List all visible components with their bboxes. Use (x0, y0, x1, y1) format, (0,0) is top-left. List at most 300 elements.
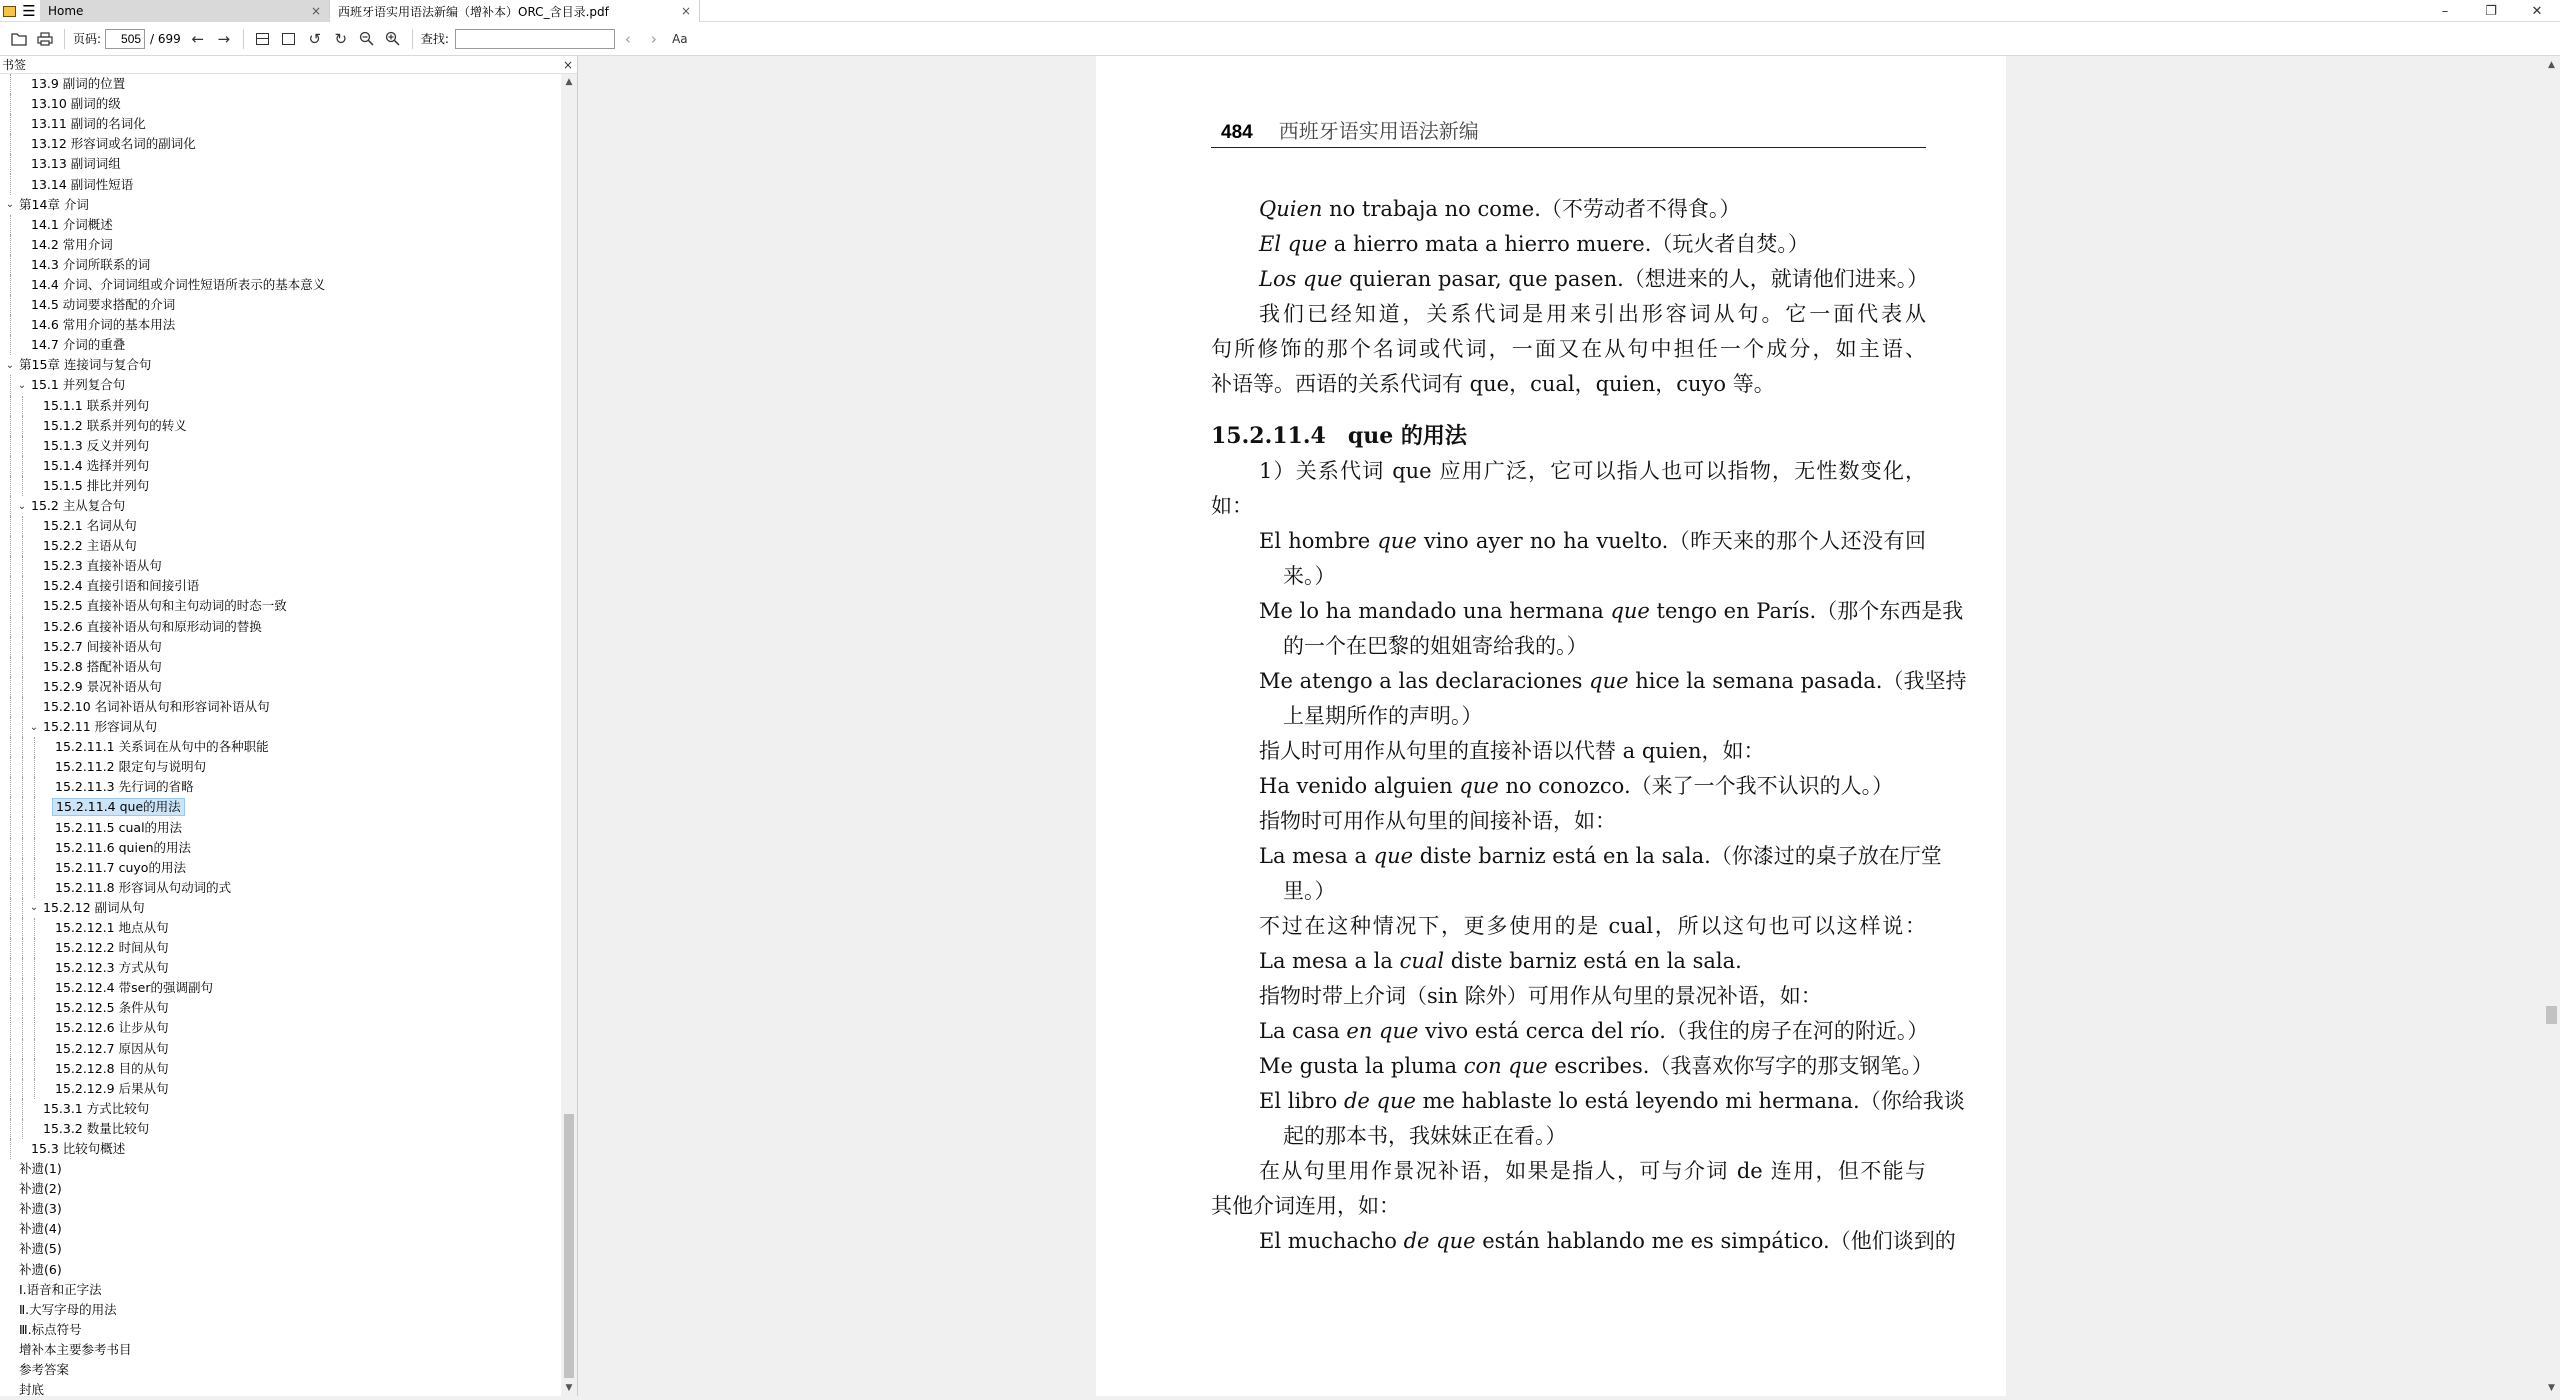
bookmark-item[interactable] (0, 958, 560, 978)
bookmark-label: 15.2.12.9 后果从句 (55, 1080, 169, 1096)
expand-chevron-icon[interactable]: ⌄ (17, 379, 27, 391)
tree-guide-line (34, 1079, 35, 1099)
bookmark-item[interactable] (0, 396, 560, 416)
bookmark-label: 增补本主要参考书目 (19, 1341, 132, 1357)
bookmark-item[interactable] (0, 255, 560, 275)
tree-guide-line (10, 335, 11, 355)
tab-document-label: 西班牙语实用语法新编（增补本）ORC_含目录.pdf (338, 4, 609, 19)
toolbar (0, 22, 2560, 56)
document-view (579, 56, 2560, 1396)
bookmark-label: 15.2.9 景况补语从句 (43, 678, 162, 694)
bookmark-label: 15.3 比较句概述 (31, 1141, 126, 1157)
bookmark-item[interactable] (0, 1018, 560, 1038)
bookmark-label: 补遗(1) (19, 1161, 62, 1177)
bookmark-label: 补遗(4) (19, 1221, 62, 1237)
tree-guide-line (22, 476, 23, 496)
tree-guide-line (10, 817, 11, 837)
tree-guide-line (22, 878, 23, 898)
bookmark-item[interactable] (0, 998, 560, 1018)
bookmark-item[interactable] (0, 938, 560, 958)
tree-guide-line (10, 918, 11, 938)
bookmark-label: 13.12 形容词或名词的副词化 (31, 136, 196, 152)
page-number-input[interactable] (105, 29, 145, 49)
section-heading: 15.2.11.4 que 的用法 (1211, 423, 1467, 449)
tree-guide-line (10, 958, 11, 978)
tree-guide-line (10, 757, 11, 777)
tree-guide-line (10, 697, 11, 717)
tree-guide-line (22, 1079, 23, 1099)
find-previous-icon[interactable]: ‹ (624, 29, 631, 48)
bookmark-label: 15.2.11.5 cual的用法 (55, 819, 183, 835)
page-header (1211, 120, 1926, 148)
tree-guide-line (22, 1018, 23, 1038)
bookmark-label: 15.2.12.1 地点从句 (55, 919, 169, 935)
text-line: Me lo ha mandado una hermana que tengo en París.（那个东西是我 (1259, 599, 1964, 623)
text-line: 指人时可用作从句里的直接补语以代替 a quien，如： (1259, 739, 1765, 763)
bookmark-item[interactable] (0, 516, 560, 536)
tree-guide-line (10, 1018, 11, 1038)
bookmark-item[interactable] (0, 797, 560, 817)
tree-guide-line (34, 1018, 35, 1038)
bookmark-item[interactable] (0, 1239, 560, 1259)
tree-guide-line (34, 838, 35, 858)
scroll-down-arrow-icon[interactable]: ▼ (2548, 1382, 2555, 1393)
bookmarks-sidebar (0, 56, 578, 1396)
bookmark-item[interactable] (0, 677, 560, 697)
tree-guide-line (10, 235, 11, 255)
bookmark-item[interactable] (0, 817, 560, 837)
tree-guide-line (10, 838, 11, 858)
minimize-button[interactable]: – (2441, 3, 2449, 19)
tree-guide-line (10, 596, 11, 616)
bookmark-label: 15.2.11.1 关系词在从句中的各种职能 (55, 739, 269, 755)
expand-chevron-icon[interactable]: ⌄ (5, 359, 15, 371)
tree-guide-line (34, 757, 35, 777)
bookmark-item[interactable] (0, 295, 560, 315)
bookmark-label: Ⅲ.标点符号 (19, 1321, 82, 1337)
bookmark-item[interactable] (0, 154, 560, 174)
text-line: Quien no trabaja no come.（不劳动者不得食。） (1259, 197, 1741, 221)
text-line: 上星期所作的声明。） (1283, 704, 1483, 728)
bookmark-label: 15.2 主从复合句 (31, 498, 126, 514)
rotate-right-icon[interactable]: ↻ (334, 29, 348, 48)
tree-guide-line (10, 1059, 11, 1079)
tree-guide-line (22, 617, 23, 637)
text-line: 里。） (1283, 879, 1336, 903)
text-line: Me gusta la pluma con que escribes.（我喜欢你写字的那支钢笔。） (1259, 1054, 1933, 1078)
tree-guide-line (22, 797, 23, 817)
bookmark-label: 15.2.3 直接补语从句 (43, 558, 162, 574)
bookmark-item[interactable] (0, 617, 560, 637)
bookmark-label: 15.1.5 排比并列句 (43, 477, 150, 493)
tree-guide-line (10, 416, 11, 436)
tree-guide-line (22, 556, 23, 576)
bookmark-item[interactable] (0, 355, 560, 375)
tree-guide-line (10, 576, 11, 596)
tree-guide-line (10, 1099, 11, 1119)
text-line: 如： (1211, 494, 1253, 518)
tree-guide-line (10, 717, 11, 737)
tree-guide-line (10, 275, 11, 295)
tree-guide-line (22, 436, 23, 456)
bookmark-item[interactable] (0, 1139, 560, 1159)
tree-guide-line (10, 255, 11, 275)
bookmark-label: 补遗(5) (19, 1241, 62, 1257)
text-line: Los que quieran pasar, que pasen.（想进来的人，就请他们进来。） (1259, 267, 1929, 291)
tab-home-label: Home (48, 4, 84, 18)
tab-home-close-icon[interactable]: × (310, 4, 322, 18)
bookmark-label: 14.6 常用介词的基本用法 (31, 317, 176, 333)
bookmark-item[interactable] (0, 275, 560, 295)
tree-guide-line (22, 1039, 23, 1059)
bookmark-label: 14.7 介词的重叠 (31, 337, 126, 353)
bookmark-item[interactable] (0, 94, 560, 114)
bookmark-label: 14.5 动词要求搭配的介词 (31, 297, 176, 313)
bookmark-label: 15.2.11.3 先行词的省略 (55, 779, 194, 795)
tree-guide-line (34, 918, 35, 938)
tree-guide-line (22, 637, 23, 657)
text-line: La mesa a la cual diste barniz está en la sala. (1259, 949, 1742, 973)
bookmark-label: 补遗(6) (19, 1261, 62, 1277)
bookmark-item[interactable] (0, 858, 560, 878)
document-scrollbar[interactable] (2543, 56, 2560, 1396)
tree-guide-line (22, 918, 23, 938)
bookmark-label: 13.9 副词的位置 (31, 76, 126, 92)
bookmark-item[interactable] (0, 717, 560, 737)
bookmark-label: 15.2.11.7 cuyo的用法 (55, 859, 186, 875)
text-line: 在从句里用作景况补语，如果是指人，可与介词 de 连用，但不能与 (1259, 1159, 1926, 1183)
tree-guide-line (22, 998, 23, 1018)
bookmark-item[interactable] (0, 496, 560, 516)
previous-page-arrow-icon[interactable]: ← (191, 29, 205, 48)
text-line: El hombre que vino ayer no ha vuelto.（昨天来的那个人还没有回 (1259, 529, 1927, 553)
bookmark-item[interactable] (0, 1280, 560, 1300)
bookmark-label: 15.3.2 数量比较句 (43, 1120, 150, 1136)
expand-chevron-icon[interactable]: ⌄ (5, 199, 15, 211)
sidebar-scrollbar[interactable] (561, 74, 577, 1396)
text-line: 指物时可用作从句里的间接补语，如： (1259, 809, 1616, 833)
expand-chevron-icon[interactable]: ⌄ (17, 500, 27, 512)
bookmark-label: 15.2.12 副词从句 (43, 899, 145, 915)
tree-guide-line (10, 858, 11, 878)
bookmark-item[interactable] (0, 697, 560, 717)
scrollbar-thumb[interactable] (564, 1114, 574, 1378)
bookmark-item[interactable] (0, 596, 560, 616)
find-label: 查找: (420, 32, 449, 46)
bookmark-item[interactable] (0, 456, 560, 476)
bookmark-item[interactable] (0, 918, 560, 938)
tab-home[interactable] (40, 0, 330, 22)
fit-page-icon[interactable] (276, 26, 302, 52)
bookmark-label: 13.10 副词的级 (31, 96, 121, 112)
bookmark-item[interactable] (0, 235, 560, 255)
text-line: 来。） (1283, 564, 1336, 588)
text-line: La mesa a que diste barniz está en la sala.（你漆过的桌子放在厅堂 (1259, 844, 1942, 868)
bookmark-label: 第14章 介词 (19, 196, 89, 212)
tree-guide-line (10, 114, 11, 134)
bookmark-label: 15.2.11.8 形容词从句动词的式 (55, 879, 232, 895)
bookmark-item[interactable] (0, 436, 560, 456)
tree-guide-line (10, 677, 11, 697)
fit-width-icon[interactable] (250, 26, 276, 52)
bookmark-item[interactable] (0, 215, 560, 235)
text-line: 其他介词连用，如： (1211, 1194, 1400, 1218)
tab-document-close-icon[interactable]: × (680, 4, 692, 18)
close-window-button[interactable]: ✕ (2531, 3, 2543, 19)
tree-guide-line (10, 1139, 11, 1159)
pdf-page (1096, 56, 2006, 1396)
app-icon[interactable] (0, 0, 18, 22)
tree-guide-line (22, 777, 23, 797)
bookmark-item[interactable] (0, 657, 560, 677)
bookmark-label: 15.2.12.3 方式从句 (55, 960, 169, 976)
text-line: El muchacho de que están hablando me es simpático.（他们谈到的 (1259, 1229, 1956, 1253)
tree-guide-line (34, 978, 35, 998)
tree-guide-line (10, 174, 11, 194)
find-input[interactable] (455, 29, 615, 49)
bookmark-item[interactable] (0, 978, 560, 998)
bookmark-item[interactable] (0, 1099, 560, 1119)
bookmark-label: 15.2.8 搭配补语从句 (43, 658, 162, 674)
tree-guide-line (22, 757, 23, 777)
tree-guide-line (22, 697, 23, 717)
bookmark-item[interactable] (0, 898, 560, 918)
bookmark-label: 15.2.6 直接补语从句和原形动词的替换 (43, 618, 262, 634)
bookmark-label: 15.2.4 直接引语和间接引语 (43, 578, 200, 594)
bookmark-item[interactable] (0, 536, 560, 556)
tree-guide-line (22, 677, 23, 697)
tree-guide-line (10, 516, 11, 536)
scroll-up-arrow-icon[interactable]: ▲ (2548, 59, 2555, 70)
bookmark-item[interactable] (0, 1340, 560, 1360)
tree-guide-line (10, 536, 11, 556)
expand-chevron-icon[interactable]: ⌄ (29, 902, 39, 914)
bookmark-item[interactable] (0, 838, 560, 858)
tree-guide-line (22, 958, 23, 978)
tree-guide-line (22, 596, 23, 616)
bookmark-item[interactable] (0, 777, 560, 797)
bookmark-label: 13.14 副词性短语 (31, 176, 134, 192)
bookmark-item[interactable] (0, 134, 560, 154)
bookmark-item[interactable] (0, 114, 560, 134)
tree-guide-line (34, 817, 35, 837)
bookmark-item[interactable] (0, 1380, 560, 1400)
bookmark-label: 15.2.1 名词从句 (43, 518, 137, 534)
text-line: 不过在这种情况下，更多使用的是 cual，所以这句也可以这样说： (1259, 914, 1926, 938)
bookmark-item[interactable] (0, 1199, 560, 1219)
toolbar-divider (412, 29, 413, 49)
next-page-arrow-icon[interactable]: → (217, 29, 231, 48)
tree-guide-line (10, 315, 11, 335)
zoom-in-icon[interactable] (380, 26, 406, 52)
bookmark-label: 15.1.4 选择并列句 (43, 457, 150, 473)
bookmark-item[interactable] (0, 74, 560, 94)
bookmark-item[interactable] (0, 737, 560, 757)
bookmark-item[interactable] (0, 195, 560, 215)
tree-guide-line (22, 456, 23, 476)
text-line: 指物时带上介词（sin 除外）可用作从句里的景况补语，如： (1259, 984, 1822, 1008)
tree-guide-line (22, 817, 23, 837)
bookmark-label: 14.4 介词、介词词组或介词性短语所表示的基本意义 (31, 276, 326, 292)
bookmark-label: 15.2.11.2 限定句与说明句 (55, 759, 207, 775)
bookmark-tree (0, 74, 560, 1396)
page-total: / 699 (150, 31, 181, 46)
tree-guide-line (22, 416, 23, 436)
page-number: 484 (1221, 122, 1253, 143)
expand-chevron-icon[interactable]: ⌄ (29, 721, 39, 733)
find-next-icon[interactable]: › (650, 29, 657, 48)
tree-guide-line (22, 717, 23, 737)
bookmark-item[interactable] (0, 1260, 560, 1280)
page-content (1211, 192, 1967, 1259)
bookmark-item[interactable] (0, 556, 560, 576)
rotate-left-icon[interactable]: ↺ (308, 29, 322, 48)
text-line: El libro de que me hablaste lo está leyendo mi hermana.（你给我谈 (1259, 1089, 1965, 1113)
tree-guide-line (10, 617, 11, 637)
bookmark-item[interactable] (0, 757, 560, 777)
bookmark-label: 15.2.12.8 目的从句 (55, 1060, 169, 1076)
bookmark-item[interactable] (0, 1179, 560, 1199)
bookmark-item[interactable] (0, 335, 560, 355)
bookmark-label: 15.2.11 形容词从句 (43, 719, 158, 735)
scrollbar-thumb[interactable] (2546, 1006, 2557, 1024)
tree-guide-line (10, 898, 11, 918)
bookmark-label: 15.1 并列复合句 (31, 377, 126, 393)
bookmark-item[interactable] (0, 1079, 560, 1099)
print-icon[interactable] (32, 26, 58, 52)
toolbar-divider (243, 29, 244, 49)
tree-guide-line (22, 898, 23, 918)
text-line: 1）关系代词 que 应用广泛，它可以指人也可以指物，无性数变化， (1259, 459, 1926, 483)
window-controls (2422, 0, 2560, 21)
tree-guide-line (10, 215, 11, 235)
tree-guide-line (22, 516, 23, 536)
bookmark-label: 15.1.2 联系并列句的转义 (43, 417, 187, 433)
tree-guide-line (10, 556, 11, 576)
bookmark-label: 第15章 连接词与复合句 (19, 357, 152, 373)
bookmark-label: 补遗(3) (19, 1201, 62, 1217)
tree-guide-line (10, 94, 11, 114)
tree-guide-line (34, 797, 35, 817)
open-folder-icon[interactable] (6, 26, 32, 52)
bookmark-item[interactable] (0, 637, 560, 657)
bookmark-label: 补遗(2) (19, 1181, 62, 1197)
maximize-button[interactable]: ❐ (2485, 3, 2497, 19)
sidebar-title: 书签 (2, 58, 27, 72)
tree-guide-line (34, 958, 35, 978)
tab-document[interactable] (330, 0, 700, 22)
bookmark-label: 封底 (19, 1382, 45, 1398)
tree-guide-line (10, 737, 11, 757)
bookmark-label: 15.1.1 联系并列句 (43, 397, 150, 413)
tree-guide-line (22, 1059, 23, 1079)
tree-guide-line (10, 396, 11, 416)
title-bar (0, 0, 2560, 22)
bookmark-label: 13.13 副词词组 (31, 156, 121, 172)
text-line: 句所修饰的那个名词或代词，一面又在从句中担任一个成分，如主语、 (1211, 337, 1926, 361)
bookmark-item[interactable] (0, 315, 560, 335)
bookmark-item[interactable] (0, 1039, 560, 1059)
bookmark-item[interactable] (0, 1360, 560, 1380)
tree-guide-line (10, 878, 11, 898)
tree-guide-line (22, 1099, 23, 1119)
bookmark-label: 15.2.12.4 带ser的强调副句 (55, 980, 213, 996)
bookmark-label: 15.3.1 方式比较句 (43, 1100, 150, 1116)
match-case-icon[interactable]: Aa (672, 31, 688, 46)
tree-guide-line (10, 74, 11, 94)
tree-guide-line (22, 938, 23, 958)
bookmark-label: 15.1.3 反义并列句 (43, 437, 150, 453)
tree-guide-line (34, 737, 35, 757)
bookmark-item[interactable] (0, 1300, 560, 1320)
bookmark-item[interactable] (0, 576, 560, 596)
text-line: Me atengo a las declaraciones que hice la semana pasada.（我坚持 (1259, 669, 1967, 693)
tree-guide-line (22, 576, 23, 596)
tree-guide-line (10, 978, 11, 998)
tree-guide-line (10, 375, 11, 395)
bookmark-label: 15.2.11.4 que的用法 (52, 798, 185, 816)
text-line: 起的那本书，我妹妹正在看。） (1283, 1124, 1567, 1148)
tree-guide-line (10, 436, 11, 456)
tree-guide-line (10, 1039, 11, 1059)
bookmark-item[interactable] (0, 1320, 560, 1340)
bookmark-label: 15.2.12.7 原因从句 (55, 1040, 169, 1056)
bookmark-item[interactable] (0, 1219, 560, 1239)
bookmark-label: 13.11 副词的名词化 (31, 116, 146, 132)
tree-guide-line (34, 777, 35, 797)
tree-guide-line (10, 637, 11, 657)
text-line: 我们已经知道，关系代词是用来引出形容词从句。它一面代表从 (1259, 302, 1926, 326)
scroll-up-arrow-icon[interactable]: ▲ (565, 77, 573, 87)
bookmark-item[interactable] (0, 416, 560, 436)
tree-guide-line (34, 1059, 35, 1079)
bookmark-label: 参考答案 (19, 1362, 70, 1378)
bookmark-label: 14.2 常用介词 (31, 236, 113, 252)
tree-guide-line (10, 134, 11, 154)
tree-guide-line (22, 657, 23, 677)
tree-guide-line (10, 154, 11, 174)
scroll-down-arrow-icon[interactable]: ▼ (565, 1383, 573, 1393)
menu-icon[interactable]: ☰ (22, 1, 36, 20)
bookmark-label: 15.2.12.2 时间从句 (55, 940, 169, 956)
tree-guide-line (10, 295, 11, 315)
bookmark-item[interactable] (0, 476, 560, 496)
toolbar-divider (64, 29, 65, 49)
zoom-out-icon[interactable] (354, 26, 380, 52)
bookmark-label: 14.3 介词所联系的词 (31, 256, 151, 272)
bookmark-item[interactable] (0, 174, 560, 194)
text-line: El que a hierro mata a hierro muere.（玩火者自焚。） (1259, 232, 1809, 256)
bookmark-label: 15.2.11.6 quien的用法 (55, 839, 192, 855)
bookmark-item[interactable] (0, 878, 560, 898)
sidebar-close-icon[interactable]: × (562, 57, 574, 72)
bookmark-item[interactable] (0, 1059, 560, 1079)
tree-guide-line (34, 1039, 35, 1059)
tree-guide-line (10, 998, 11, 1018)
bookmark-label: 15.2.10 名词补语从句和形容词补语从句 (43, 698, 270, 714)
tree-guide-line (10, 938, 11, 958)
bookmark-label: 15.2.2 主语从句 (43, 538, 137, 554)
tree-guide-line (22, 737, 23, 757)
bookmark-item[interactable] (0, 1119, 560, 1139)
tree-guide-line (22, 838, 23, 858)
tree-guide-line (10, 777, 11, 797)
bookmark-item[interactable] (0, 1159, 560, 1179)
text-line: Ha venido alguien que no conozco.（来了一个我不认识的人。） (1259, 774, 1894, 798)
tree-guide-line (22, 396, 23, 416)
bookmark-item[interactable] (0, 375, 560, 395)
tree-guide-line (34, 938, 35, 958)
